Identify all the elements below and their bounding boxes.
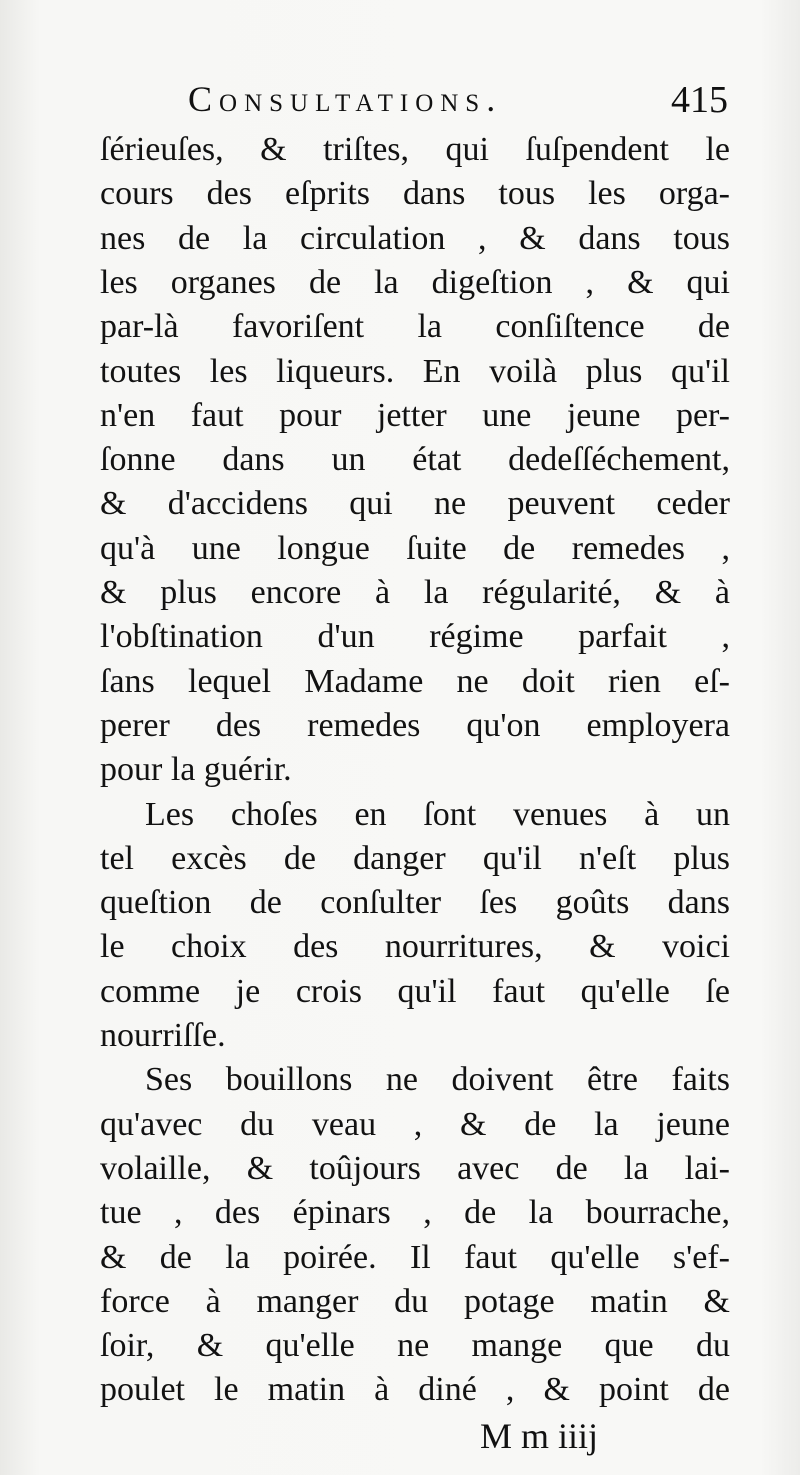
text-line: & d'accidens qui ne peuvent ceder (100, 485, 730, 523)
text-line: l'obſtination d'un régime parfait , (100, 618, 730, 656)
text-line: volaille, & toûjours avec de la lai- (100, 1149, 730, 1187)
running-head (80, 78, 740, 128)
text-line: ſans lequel Madame ne doit rien eſ- (100, 662, 730, 700)
text-line: cours des eſprits dans tous les orga- (100, 175, 730, 213)
text-line: poulet le matin à diné , & point de (100, 1371, 730, 1409)
signature-mark: M m iiij (480, 1415, 599, 1456)
page-number: 415 (671, 79, 728, 121)
text-line: & plus encore à la régularité, & à (100, 574, 730, 611)
text-line: queſtion de conſulter ſes goûts dans (100, 884, 730, 922)
text-line: les organes de la digeſtion , & qui (100, 263, 730, 301)
text-line: ſoir, & qu'elle ne mange que du (100, 1327, 730, 1365)
running-head-title: Consultations. (188, 79, 503, 119)
text-line: Ses bouillons ne doivent être faits (145, 1061, 730, 1099)
text-line: par-là favoriſent la conſiſtence de (100, 308, 730, 346)
text-line: pour la guérir. (100, 751, 292, 789)
text-line: perer des remedes qu'on employera (100, 706, 730, 744)
text-line: tue , des épinars , de la bourrache, (100, 1194, 730, 1232)
text-line: & de la poirée. Il faut qu'elle s'ef- (100, 1238, 730, 1276)
text-line: n'en faut pour jetter une jeune per- (100, 396, 730, 434)
text-line: force à manger du potage matin & (100, 1282, 730, 1320)
text-line: qu'avec du veau , & de la jeune (100, 1105, 730, 1143)
text-line: tel excès de danger qu'il n'eſt plus (100, 839, 730, 877)
text-line: toutes les liqueurs. En voilà plus qu'il (100, 352, 730, 390)
text-line: qu'à une longue ſuite de remedes , (100, 529, 730, 567)
text-line: ſonne dans un état dedeſſéchement, (100, 441, 730, 479)
text-line: ſérieuſes, & triſtes, qui ſuſpendent le (100, 131, 730, 168)
text-line: Les choſes en ſont venues à un (145, 795, 730, 833)
text-line: nourriſſe. (100, 1017, 226, 1054)
text-line: nes de la circulation , & dans tous (100, 219, 730, 257)
text-line: comme je crois qu'il faut qu'elle ſe (100, 972, 730, 1010)
text-line: le choix des nourritures, & voici (100, 928, 730, 966)
